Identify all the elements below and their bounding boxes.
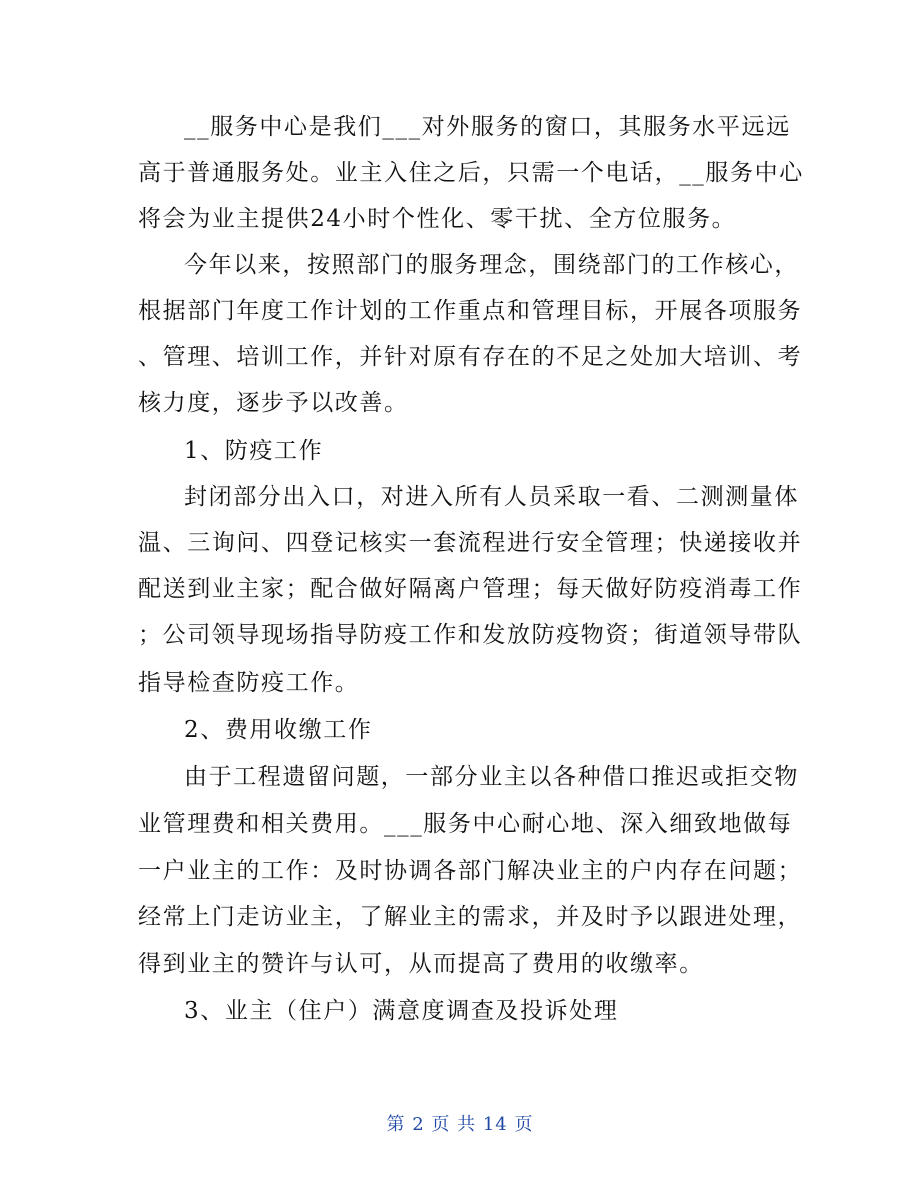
paragraph-3-line-5: 指导检查防疫工作。 bbox=[138, 670, 360, 696]
paragraph-1-line-1: __服务中心是我们___对外服务的窗口，其服务水平远远 bbox=[184, 114, 791, 140]
page-number-footer: 第 2 页 共 14 页 bbox=[386, 1114, 534, 1135]
paragraph-4-line-2: 业管理费和相关费用。___服务中心耐心地、深入细致地做每 bbox=[138, 811, 793, 837]
paragraph-2-line-3: 、管理、培训工作，并针对原有存在的不足之处加大培训、考 bbox=[138, 344, 803, 370]
section-heading-3: 3、业主（住户）满意度调查及投诉处理 bbox=[184, 998, 619, 1024]
section-heading-1: 1、防疫工作 bbox=[184, 438, 324, 464]
paragraph-4-line-3: 一户业主的工作：及时协调各部门解决业主的户内存在问题； bbox=[138, 858, 803, 884]
section-heading-2: 2、费用收缴工作 bbox=[184, 717, 373, 743]
paragraph-1-line-3: 将会为业主提供24小时个性化、零干扰、全方位服务。 bbox=[138, 206, 737, 232]
paragraph-2-line-4: 核力度，逐步予以改善。 bbox=[138, 390, 409, 416]
paragraph-2-line-2: 根据部门年度工作计划的工作重点和管理目标，开展各项服务 bbox=[138, 298, 803, 324]
paragraph-3-line-3: 配送到业主家；配合做好隔离户管理；每天做好防疫消毒工作 bbox=[138, 576, 803, 602]
paragraph-4-line-4: 经常上门走访业主，了解业主的需求，并及时予以跟进处理， bbox=[138, 904, 803, 930]
paragraph-3-line-1: 封闭部分出入口，对进入所有人员采取一看、二测测量体 bbox=[184, 484, 799, 510]
paragraph-2-line-1: 今年以来，按照部门的服务理念，围绕部门的工作核心， bbox=[184, 252, 799, 278]
paragraph-4-line-5: 得到业主的赞许与认可，从而提高了费用的收缴率。 bbox=[138, 951, 704, 977]
paragraph-3-line-4: ；公司领导现场指导防疫工作和发放防疫物资；街道领导带队 bbox=[138, 622, 803, 648]
paragraph-4-line-1: 由于工程遗留问题，一部分业主以各种借口推迟或拒交物 bbox=[184, 764, 799, 790]
paragraph-3-line-2: 温、三询问、四登记核实一套流程进行安全管理；快递接收并 bbox=[138, 530, 803, 556]
paragraph-1-line-2: 高于普通服务处。业主入住之后，只需一个电话，__服务中心 bbox=[138, 160, 804, 186]
